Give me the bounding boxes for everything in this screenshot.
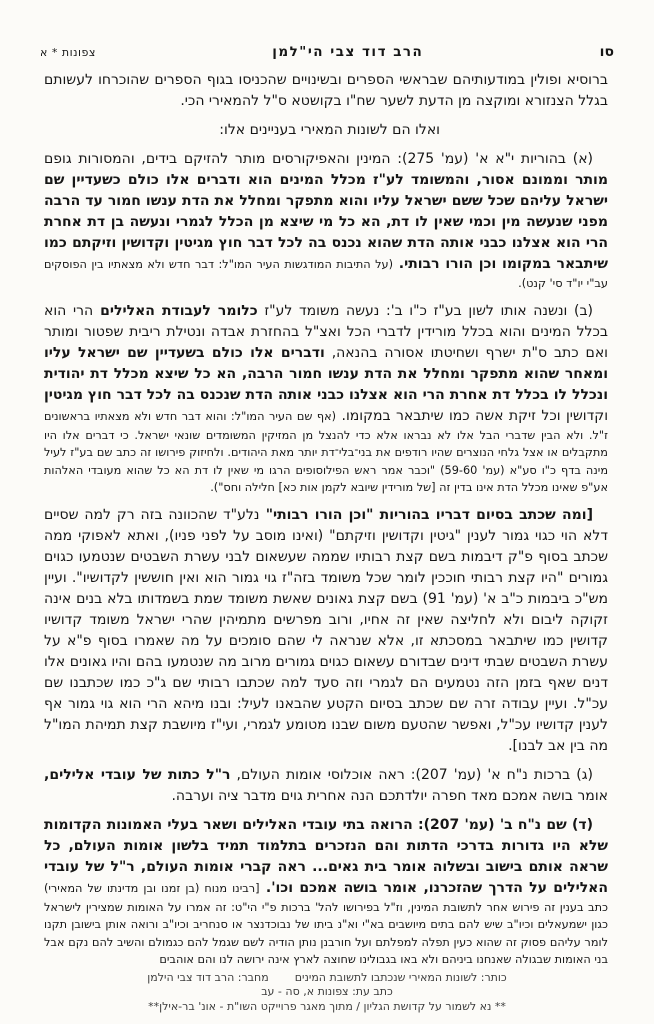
page-footer <box>0 971 654 1015</box>
section-dalet <box>44 815 608 969</box>
footer-citation-title: כותר: לשונות המאירי שנכתבו לתשובת המינים <box>294 970 507 984</box>
intro-paragraph <box>44 70 608 112</box>
text-segment-n: הרי הוא בכלל המינים והוא בכלל מורידין לדברי הכל ואצ"ל בהחזרת אבדה ונטילת ריבית שפטור ומותר ואם כתב ס"ת ישרף ושחיטתו אסורה בהנאה, <box>44 302 608 361</box>
header-author-title: הרב דוד צבי הי"למן <box>272 44 424 60</box>
footer-journal-ref: כתב עת: צפונות א, סה - עב <box>261 985 393 998</box>
footer-citation <box>0 971 654 986</box>
text-segment-b: ר"ל כתות של עובדי אלילים, <box>44 766 231 783</box>
section-gimel <box>44 765 608 807</box>
footer-notice: ** נא לשמור על קדושת הגליון / מתוך מאגר פרוייקט השו"ת - אונ' בר-אילן** <box>148 999 506 1013</box>
footer-citation-author: מחבר: הרב דוד צבי הילמן <box>147 970 269 984</box>
text-segment-n: (א) בהוריות י"א א' (עמ' 275): המינין והאפיקורסים מותר להזיקם בידים, והמסורות גופם <box>44 151 594 167</box>
text-segment-n: וקדושין וכל זיקת אשה כמו שיתבאר במקומו. <box>336 407 609 424</box>
text-segment-n: ברוסיא ופולין במודעותיהם שבראשי הספרים ובשינויים שהכניסו בגוף הספרים שהוכרחו לעשותם בגלל הצנזורא ומוקצה מן הדעת לשער שח"ו בקושטא ס"ל להמאירי הכי. <box>44 72 608 109</box>
section-aleph <box>44 149 608 293</box>
body-text <box>44 70 608 969</box>
text-segment-b: [ומה שכתב בסיום דבריו בהוריות "וכן הורו רבותי" <box>259 506 593 523</box>
text-segment-sm: (על התיבות המודגשות העיר המו"ל: דבר חדש ולא מצאתיו בין הפוסקים עב"י יו"ד סי' קנט). <box>44 258 608 290</box>
header-page-number: סו <box>599 44 614 60</box>
text-segment-n: (ב) ונשנה אותו לשון בע"ז כ"ו ב': נעשה משומד לע"ז <box>257 302 593 319</box>
text-segment-b: מותר וממונם אסור, והמשומד לע"ז מכלל המינים הוא ודברים אלו כולם כשעדיין שם ישראל עליהם שכל ששם ישראל עליו והוא מתפקר ומחלל את הדת ענשו חמור עד הרבה מפני שנעשה מין וכמי שאין לו דת, הא כל מי שיצא מן הכלל לגמרי ונעשה בן דת אחרת הרי הוא אצלנו כבני אותה הדת שהוא נכנס בה לכל דבר חוץ מגיטין וקדושין וזיקתם כמו שיתבאר במקומו וכן הורו רבותי. <box>44 172 608 272</box>
bracket-note-paragraph <box>44 505 608 757</box>
text-segment-b: ודברים אלו כולם בשעדיין שם ישראל עליו ומאחר שהוא מתפקר ומחלל את הדת ענשו חמור הרבה, הא כל שיצא מכלל דת יהודית ונכלל לו בכלל דת אחרת הרי הוא אצלנו כבני אותה הדת שנכנס בה לכל דבר חוץ מגיטין <box>44 344 608 403</box>
text-segment-sm: [רבינו מנוח (בן זמנו ובן מדינתו של המאירי) כתב בענין זה פירוש אחר לתשובת המינין, וז"ל בפירושו להל' ברכות פ"י הי"ט: זה אמרו על האומות שמצירין לישראל כגון ישמעאלים וכיו"ב שיש להם בתים מיושבים בא"י וא"נ ביתו של נבוכדנצר או סנחריב וכיו"ב ורואה אותן בישובן תקנו לומר עליהם פסוק זה שהוא כעין תפלה למפלתם ועל חורבנן נותן הודיה לשם שגמל להם כגמולם והשיב להם נקם אבל בני האומות שבגולה שאנחנו ביניהם ולא באו בגבולינו שחוצה לארץ אינה ירושה לנו והם אוהבים <box>44 881 608 966</box>
text-segment-n: נלע"ד שהכוונה בזה רק למה שסיים דלא הוי כגוי גמור לענין "גיטין וקדושין וזיקתם" (ואינו מוסב על לפני פניו), ואתא לאפוקי ממה שכתב בסוף פ"ק דיבמות בשם קצת רבותיו שממה שעשאום לבני עשרת השבטים שנטמעו כגוים גמורים "היו קצת רבותי חוככין לומר שכל משומד בזה"ז גוי גמור הוא ואין חוששין לקדושיו". ועיין מש"כ ביבמות כ"ב א' (עמ' 91) בשם קצת גאונים שאשת משומד שמת בשמדותו בלא בנים אינה זקוקה ליבום ולא לחליצה שאין זה אחיו, ורוב מפרשים מתמיהין שהרי ישראל משומד קדושיו קדושין כמו שיתבאר במסכתא זו, אלא שנראה לי שהם סומכים על מה שאמרו בסוף פ"א על עשרת השבטים שבתי דינים שבדורם עשאום כגוים גמורים מרוב מה שנטמעו בהם והיו גאונים אלו דנים שאף בזמן הזה נטמעים הם לגמרי וזה סעד למה שכתבו רבותי שם ג"כ כמו שכתבנו שם עכ"ל. ועיין עבודה זרה שם שכתב בסיום הקטע שהבאנו לעיל: ובנו מיהא הרי הוא גוי גמור אף לענין קדושיו עכ"ל, ואפשר שהטעם משום שבנו מטומע לגמרי, ועי"ז מיושבת קצת תמיהת המו"ל מה בין אב לבנו]. <box>44 506 609 754</box>
page-header <box>40 44 614 60</box>
text-segment-sm: (אף שם העיר המו"ל: והוא דבר חדש ולא מצאתיו בראשונים ז"ל. ולא הבין שדברי הבל אלו לא נבראו אלא כדי להנצל מן המזיקין המשומדים שונאי ישראל. כי דברים אלו היו מתקבלים או אצל גלחי הנוצרים שהיו רודפים את בני־בלי־דת יותר מאת היהודים. ולחיזוק פירושו זה כתב שם בע"ז לעיל מינה בדף כ"ו סע"א (עמ' 59-60) "וכבר אמר ראש הפילוסופים הרגו מי שאין לו דת הא כל שהוא מעובדי האלהות אע"פ שאינו מכלל הדת אינו בדין זה [של מורידין שיובא לקמן אות כא] חלילה וחס"). <box>44 409 608 494</box>
text-segment-n: ואלו הם לשונות המאירי בעניינים אלו: <box>219 122 440 138</box>
header-journal-name: צפונות * א <box>40 46 96 59</box>
text-segment-n: (ג) ברכות נ"ח א' (עמ' 207): ראה אוכלוסי אומות העולם, <box>230 766 593 783</box>
text-segment-b: כלומר לעבודת האלילים <box>93 302 258 319</box>
section-bet <box>44 301 608 497</box>
text-segment-b: (ד) שם נ"ח ב' (עמ' 207): הרואה בתי עובדי האלילים ושאר בעלי האמונות הקדומות שלא היו גדורות בדרכי הדתות והם הנזכרים בתלמוד תמיד בלשון אומות העולם, כל שראה אותם בישוב ובשלוה אומר בית גאים... ראה קברי אומות העולם, ר"ל של עובדי האלילים על הדרך שהזכרנו, אומר בושה אמכם וכו'. <box>44 816 608 896</box>
text-segment-n: אומר בושה אמכם מאד חפרה יולדתכם הנה אחרית גוים מדבר ציה וערבה. <box>171 787 608 804</box>
lead-line <box>44 120 608 141</box>
